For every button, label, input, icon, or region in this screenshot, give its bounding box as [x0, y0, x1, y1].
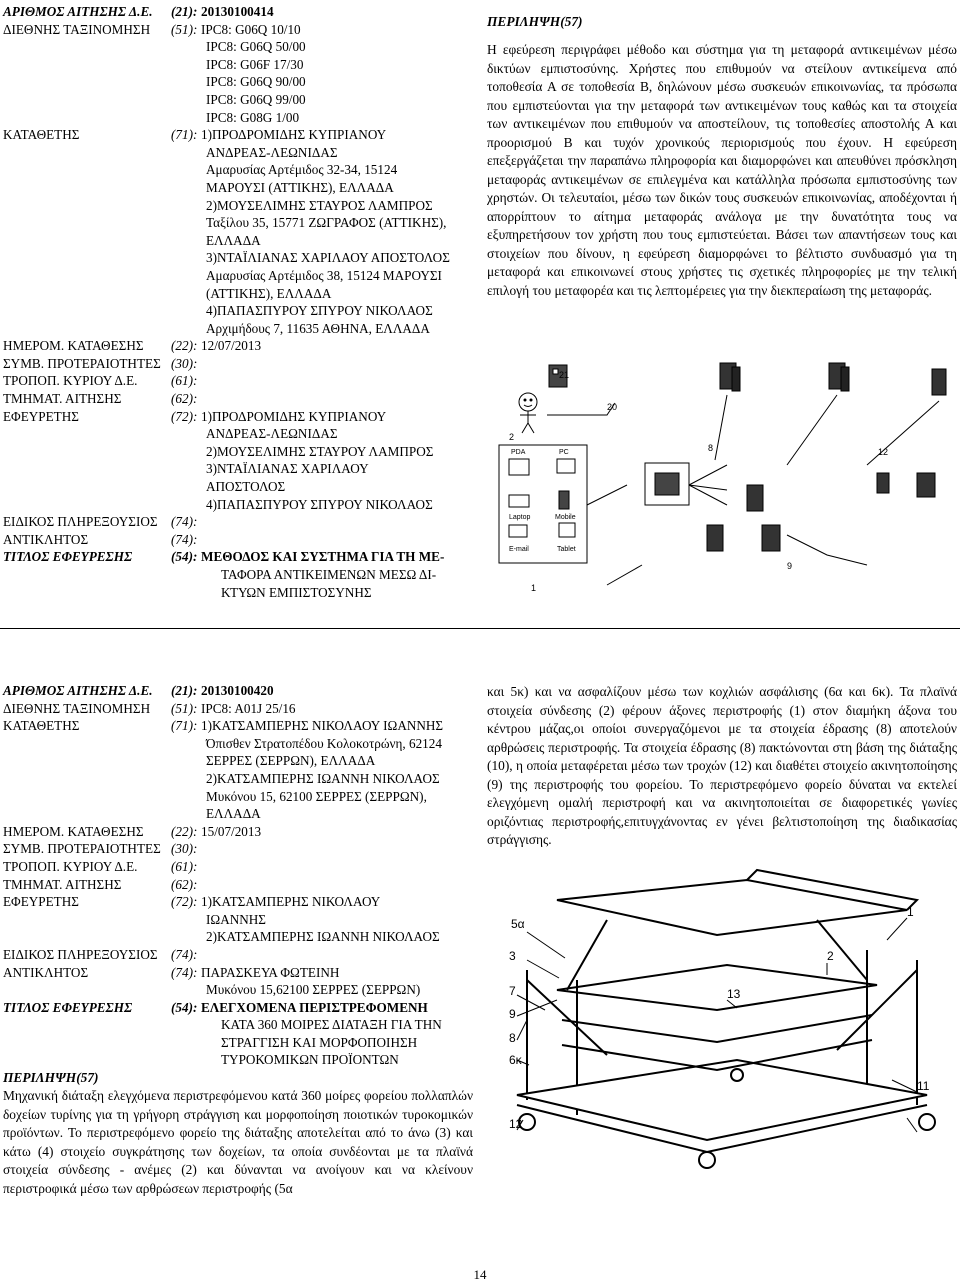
field-code: (62): [171, 391, 198, 407]
field-value: Μυκόνου 15, 62100 ΣΕΡΡΕΣ (ΣΕΡΡΩΝ), [206, 788, 427, 804]
figure-label-7: 7 [509, 984, 516, 998]
field-value: IPC8: G06F 17/30 [206, 56, 304, 72]
figure-label-5a: 5α [511, 917, 525, 931]
metadata-row [3, 38, 473, 56]
metadata-row [3, 3, 473, 21]
metadata-row [3, 197, 473, 215]
field-label: ΑΝΤΙΚΛΗΤΟΣ [3, 964, 89, 980]
field-label: ΕΦΕΥΡΕΤΗΣ [3, 408, 79, 424]
metadata-row [3, 1051, 473, 1069]
field-value: 2)ΚΑΤΣΑΜΠΕΡΗΣ ΙΩΑΝΝΗ ΝΙΚΟΛΑΟΣ [206, 770, 440, 786]
figure-label-13: 13 [727, 987, 741, 1001]
field-value: IPC8: G06Q 90/00 [206, 74, 306, 90]
field-code: (74): [171, 946, 198, 962]
metadata-row [3, 267, 473, 285]
field-label: ΗΜΕΡΟΜ. ΚΑΤΑΘΕΣΗΣ [3, 823, 144, 839]
field-label: ΤΜΗΜΑΤ. ΑΙΤΗΣΗΣ [3, 876, 122, 892]
server-icon [829, 363, 849, 391]
field-code: (22): [171, 823, 198, 839]
metadata-row [3, 109, 473, 127]
record-1-summary [487, 14, 957, 300]
field-value: ΠΑΡΑΣΚΕΥΑ ΦΩΤΕΙΝΗ [201, 964, 340, 980]
metadata-row [3, 805, 473, 823]
field-value: 2)ΜΟΥΣΕΛΙΜΗΣ ΣΤΑΥΡΟΣ ΛΑΜΠΡΟΣ [206, 197, 433, 213]
field-label: ΣΥΜΒ. ΠΡΟΤΕΡΑΙΟΤΗΤΕΣ [3, 355, 161, 371]
field-code: (51): [171, 21, 198, 37]
metadata-row [3, 232, 473, 250]
field-value: IPC8: G06Q 99/00 [206, 91, 306, 107]
field-value: (ΑΤΤΙΚΗΣ), ΕΛΛΑΔΑ [206, 285, 332, 301]
field-code: (21): [171, 683, 198, 698]
figure-label-pc: PC [559, 449, 569, 456]
field-value: Αρχιμήδους 7, 11635 ΑΘΗΝΑ, ΕΛΛΑΔΑ [206, 320, 430, 336]
field-value: Μυκόνου 15,62100 ΣΕΡΡΕΣ (ΣΕΡΡΩΝ) [206, 982, 421, 998]
field-label: ΤΙΤΛΟΣ ΕΦΕΥΡΕΣΗΣ [3, 549, 133, 565]
field-label: ΕΙΔΙΚΟΣ ΠΛΗΡΕΞΟΥΣΙΟΣ [3, 514, 158, 530]
field-value: ΣΤΡΑΓΓΙΣΗ ΚΑΙ ΜΟΡΦΟΠΟΙΗΣΗ [221, 1034, 418, 1050]
field-code: (21): [171, 4, 198, 19]
field-value: ΑΝΔΡΕΑΣ-ΛΕΩΝΙΔΑΣ [206, 426, 338, 442]
metadata-row [3, 531, 473, 549]
field-value: 1)ΚΑΤΣΑΜΠΕΡΗΣ ΝΙΚΟΛΑΟΥ [201, 894, 381, 910]
record-1-figure [487, 355, 957, 610]
metadata-row [3, 144, 473, 162]
field-value: ΑΝΔΡΕΑΣ-ΛΕΩΝΙΔΑΣ [206, 144, 338, 160]
metadata-row [3, 548, 473, 566]
metadata-row [3, 126, 473, 144]
field-code: (62): [171, 876, 198, 892]
field-value: 3)ΝΤΑΪΛΙΑΝΑΣ ΧΑΡΙΛΑΟΥ ΑΠΟΣΤΟΛΟΣ [206, 250, 450, 266]
metadata-row [3, 1016, 473, 1034]
field-value: 1)ΠΡΟΔΡΟΜΙΔΗΣ ΚΥΠΡΙΑΝΟΥ [201, 408, 387, 424]
figure-label-pda: PDA [511, 449, 526, 456]
figure-label-tablet: Tablet [557, 546, 576, 553]
field-value: ΕΛΛΑΔΑ [206, 232, 261, 248]
metadata-row [3, 981, 473, 999]
figure-label-3: 3 [509, 949, 516, 963]
field-label: ΔΙΕΘΝΗΣ ΤΑΞΙΝΟΜΗΣΗ [3, 21, 151, 37]
person-icon [519, 393, 537, 433]
metadata-row [3, 876, 473, 894]
server-icon [877, 473, 935, 497]
field-label: ΔΙΕΘΝΗΣ ΤΑΞΙΝΟΜΗΣΗ [3, 700, 151, 716]
figure-label-laptop: Laptop [509, 514, 531, 521]
field-value: Αμαρυσίας Αρτέμιδος 32-34, 15124 [206, 162, 398, 178]
figure-label-2: 2 [827, 949, 834, 963]
field-value: ΚΤΥΩΝ ΕΜΠΙΣΤΟΣΥΝΗΣ [221, 584, 372, 600]
field-label: ΑΝΤΙΚΛΗΤΟΣ [3, 531, 89, 547]
metadata-row [3, 161, 473, 179]
summary-heading: ΠΕΡΙΛΗΨΗ(57) [487, 14, 583, 29]
figure-label-9: 9 [509, 1007, 516, 1021]
field-value: Αμαρυσίας Αρτέμιδος 38, 15124 ΜΑΡΟΥΣΙ [206, 267, 442, 283]
record-1-metadata [3, 3, 473, 601]
figure-label-6k: 6κ [509, 1053, 522, 1067]
field-value: 20130100420 [201, 683, 274, 698]
field-code: (61): [171, 858, 198, 874]
field-value: IPC8: A01J 25/16 [201, 700, 296, 716]
page-number: 14 [473, 1267, 487, 1282]
field-value: 1)ΠΡΟΔΡΟΜΙΔΗΣ ΚΥΠΡΙΑΝΟΥ [201, 127, 387, 143]
summary-text-right: και 5κ) και να ασφαλίζουν μέσω των κοχλιών ασφάλισης (6α και 6κ). Τα πλαϊνά στοιχεία σύνδεσης (2) φέρουν άξονες περιστροφής (1) στον διαμήκη άξονα του κέντρου μάζας,οι οποίοι συνεργαζόμενοι με τα στοιχεία έδρασης (8) αποτελούν αρθρώσεις περιστροφής. Τα στοιχεία έδρασης (8) πακτώνονται στη βάση της διάταξης (10), η οποία μεταφέρεται μέσω των τροχών (12) και διαθέτει στοιχείο ακινητοποίησης (9) της περιστροφής του φορείου. Το περιστρεφόμενο φορείο δύναται να εκτελεί ελεγχόμενη ομαλή περιστροφή και να ακινητοποιείται σε διαφορετικές γωνίες οριζόντιας περιστροφής,επιτυγχάνοντας εν γένει βελτιστοποίηση της διαδικασίας στράγγισης. [487, 684, 957, 847]
field-value: 2)ΚΑΤΣΑΜΠΕΡΗΣ ΙΩΑΝΝΗ ΝΙΚΟΛΑΟΣ [206, 929, 440, 945]
metadata-row [3, 566, 473, 584]
metadata-row [3, 408, 473, 426]
record-2-metadata [3, 682, 473, 1069]
figure-label-2: 2 [509, 432, 515, 442]
field-value: 4)ΠΑΠΑΣΠΥΡΟΥ ΣΠΥΡΟΥ ΝΙΚΟΛΑΟΣ [206, 303, 433, 319]
server-icon [707, 525, 780, 551]
metadata-row [3, 425, 473, 443]
field-label: ΚΑΤΑΘΕΤΗΣ [3, 127, 80, 143]
metadata-row [3, 964, 473, 982]
metadata-row [3, 823, 473, 841]
metadata-row [3, 1034, 473, 1052]
metadata-row [3, 21, 473, 39]
metadata-row [3, 355, 473, 373]
field-label: ΗΜΕΡΟΜ. ΚΑΤΑΘΕΣΗΣ [3, 338, 144, 354]
metadata-row [3, 91, 473, 109]
summary-heading: ΠΕΡΙΛΗΨΗ(57) [3, 1070, 99, 1085]
field-label: ΤΡΟΠΟΠ. ΚΥΡΙΟΥ Δ.Ε. [3, 858, 138, 874]
figure-label-1: 1 [531, 583, 537, 593]
metadata-row [3, 285, 473, 303]
field-value: 1)ΚΑΤΣΑΜΠΕΡΗΣ ΝΙΚΟΛΑΟΥ ΙΩΑΝΝΗΣ [201, 718, 444, 734]
field-value: 4)ΠΑΠΑΣΠΥΡΟΥ ΣΠΥΡΟΥ ΝΙΚΟΛΑΟΣ [206, 496, 433, 512]
metadata-row [3, 460, 473, 478]
field-label: ΤΙΤΛΟΣ ΕΦΕΥΡΕΣΗΣ [3, 999, 133, 1015]
record-2-summary-left [3, 1070, 473, 1198]
metadata-row [3, 496, 473, 514]
metadata-row [3, 443, 473, 461]
field-code: (71): [171, 718, 198, 734]
metadata-row [3, 584, 473, 602]
field-label: ΑΡΙΘΜΟΣ ΑΙΤΗΣΗΣ Δ.Ε. [3, 4, 153, 19]
field-value: ΑΠΟΣΤΟΛΟΣ [206, 479, 286, 495]
metadata-row [3, 179, 473, 197]
figure-label-12: 12 [878, 447, 889, 457]
figure-label-1: 1 [907, 905, 914, 919]
field-value: ΚΑΤΑ 360 ΜΟΙΡΕΣ ΔΙΑΤΑΞΗ ΓΙΑ ΤΗΝ [221, 1017, 442, 1033]
field-value: ΣΕΡΡΕΣ (ΣΕΡΡΩΝ), ΕΛΛΑΔΑ [206, 753, 376, 769]
metadata-row [3, 214, 473, 232]
network-hub-icon [645, 463, 727, 505]
metadata-row [3, 893, 473, 911]
metadata-row [3, 858, 473, 876]
metadata-row [3, 946, 473, 964]
field-label: ΕΦΕΥΡΕΤΗΣ [3, 894, 79, 910]
field-value: ΤΑΦΟΡΑ ΑΝΤΙΚΕΙΜΕΝΩΝ ΜΕΣΩ ΔΙ- [221, 567, 437, 582]
field-code: (61): [171, 373, 198, 389]
metadata-row [3, 928, 473, 946]
metadata-row [3, 390, 473, 408]
field-label: ΣΥΜΒ. ΠΡΟΤΕΡΑΙΟΤΗΤΕΣ [3, 841, 161, 857]
metadata-row [3, 513, 473, 531]
field-value: Ταξίλου 35, 15771 ΖΩΓΡΑΦΟΣ (ΑΤΤΙΚΗΣ), [206, 215, 447, 231]
metadata-row [3, 682, 473, 700]
field-code: (71): [171, 127, 198, 143]
metadata-row [3, 735, 473, 753]
metadata-row [3, 372, 473, 390]
server-icon [747, 485, 763, 511]
field-value: 15/07/2013 [201, 823, 262, 839]
field-code: (54): [171, 999, 198, 1015]
metadata-row [3, 717, 473, 735]
field-value: IPC8: G06Q 10/10 [201, 21, 301, 37]
field-code: (30): [171, 355, 198, 371]
figure-label-11: 11 [917, 1079, 930, 1093]
metadata-row [3, 320, 473, 338]
figure-label-21: 21 [559, 370, 570, 380]
summary-text-left: Μηχανική διάταξη ελεγχόμενα περιστρεφόμενου κατά 360 μοίρες φορείου πολλαπλών δοχείων τυρίνης για τη γρήγορη στράγγιση και μορφοποίηση ποιοτικών τυροκομικών προϊόντων. Το περιστρεφόμενο φορείο της διάταξης αποτελείται από το άνω (3) και κάτω (4) στοιχείο συγκράτησης των δοχείων, τα οποία συνδέονται με τα πλαϊνά στοιχεία σύνδεσης - ανέμες (2) και δύνανται να ανοίγουν και να κλείνουν περιστροφικά μέσω των αρθρώσεων περιστροφής (5α [3, 1088, 473, 1196]
metadata-row [3, 752, 473, 770]
figure-label-mobile: Mobile [555, 514, 576, 521]
metadata-row [3, 73, 473, 91]
field-value: IPC8: G06Q 50/00 [206, 39, 306, 55]
record-2-figure [487, 860, 957, 1170]
metadata-row [3, 999, 473, 1017]
record-separator [0, 628, 960, 629]
field-label: ΕΙΔΙΚΟΣ ΠΛΗΡΕΞΟΥΣΙΟΣ [3, 946, 158, 962]
summary-text: Η εφεύρεση περιγράφει μέθοδο και σύστημα για τη μεταφορά αντικειμένων μέσω δικτύων εμπιστοσύνης. Χρήστες που επιθυμούν να στείλουν αντικείμενα από τοποθεσία Α σε τοποθεσία Β, δηλώνουν μέσω συσκευών επικοινωνίας, τα πρόσωπα που εμπιστεύονται για την μεταφορά των αντικειμένων τους καθώς και τα στοιχεία των αντικειμένων που επιθυμούν να αποστείλουν, τις τοποθεσίες αποστολής Α και προορισμού Β και τυχόν χρονικούς περιορισμούς που έχουν. Η εφεύρεση επεξεργάζεται την παραπάνω πληροφορία και διαμορφώνει και απευθύνει πρόσκληση μεταφοράς αντικειμένων σε επιλεγμένα και κατάλληλα πρόσωπα εμπιστοσύνης των χρηστών. Οι τελευταίοι, μέσω των δικών τους συσκευών επικοινωνίας, αποδέχονται ή απορρίπτουν το αίτημα μεταφοράς ανάλογα με την δυνατότητα τους να εξυπηρετήσουν τον χρήστη που τους εμπιστεύεται. Βάσει των απαντήσεων τους και στοιχείων που δίνουν, η εφεύρεση διαμορφώνει το βέλτιστο συνδυασμό για τη μεταφορά και επικοινωνεί στους χρήστες τις σχετικές πληροφορίες με την τελική επιλογή του μεταφορέα και τις λεπτομέρειες για την διεκπεραίωση της μεταφοράς. [487, 42, 957, 298]
metadata-row [3, 840, 473, 858]
field-code: (30): [171, 841, 198, 857]
field-value: ΜΕΘΟΔΟΣ ΚΑΙ ΣΥΣΤΗΜΑ ΓΙΑ ΤΗ ΜΕ- [201, 549, 445, 565]
field-code: (74): [171, 964, 198, 980]
metadata-row [3, 337, 473, 355]
field-label: ΑΡΙΘΜΟΣ ΑΙΤΗΣΗΣ Δ.Ε. [3, 683, 153, 698]
metadata-row [3, 302, 473, 320]
field-code: (22): [171, 338, 198, 354]
field-code: (54): [171, 549, 198, 565]
field-code: (74): [171, 514, 198, 530]
field-value: IPC8: G08G 1/00 [206, 109, 300, 125]
field-value: 12/07/2013 [201, 338, 262, 354]
metadata-row [3, 770, 473, 788]
field-value: 3)ΝΤΑΪΛΙΑΝΑΣ ΧΑΡΙΛΑΟΥ [206, 461, 369, 477]
figure-label-12: 12 [509, 1117, 523, 1131]
field-label: ΤΡΟΠΟΠ. ΚΥΡΙΟΥ Δ.Ε. [3, 373, 138, 389]
field-value: 2)ΜΟΥΣΕΛΙΜΗΣ ΣΤΑΥΡΟΥ ΛΑΜΠΡΟΣ [206, 443, 434, 459]
metadata-row [3, 478, 473, 496]
field-value: 20130100414 [201, 4, 274, 19]
field-value: Όπισθεν Στρατοπέδου Κολοκοτρώνη, 62124 [206, 735, 442, 751]
field-code: (74): [171, 531, 198, 547]
figure-label-9: 9 [787, 561, 793, 571]
metadata-row [3, 700, 473, 718]
field-code: (72): [171, 894, 198, 910]
field-value: ΤΥΡΟΚΟΜΙΚΩΝ ΠΡΟΪΟΝΤΩΝ [221, 1052, 399, 1068]
field-label: ΤΜΗΜΑΤ. ΑΙΤΗΣΗΣ [3, 391, 122, 407]
server-icon [932, 369, 946, 395]
server-icon [720, 363, 740, 391]
metadata-row [3, 911, 473, 929]
figure-label-8: 8 [708, 443, 714, 453]
field-code: (51): [171, 700, 198, 716]
field-value: ΜΑΡΟΥΣΙ (ΑΤΤΙΚΗΣ), ΕΛΛΑΔΑ [206, 179, 394, 195]
figure-label-email: E-mail [509, 546, 529, 553]
field-value: ΕΛΕΓΧΟΜΕΝΑ ΠΕΡΙΣΤΡΕΦΟΜΕΝΗ [201, 999, 428, 1015]
field-code: (72): [171, 408, 198, 424]
metadata-row [3, 56, 473, 74]
metadata-row [3, 249, 473, 267]
figure-label-8: 8 [509, 1031, 516, 1045]
field-label: ΚΑΤΑΘΕΤΗΣ [3, 718, 80, 734]
field-value: ΕΛΛΑΔΑ [206, 806, 261, 822]
field-value: ΙΩΑΝΝΗΣ [206, 911, 266, 927]
figure-label-20: 20 [607, 402, 618, 412]
metadata-row [3, 788, 473, 806]
